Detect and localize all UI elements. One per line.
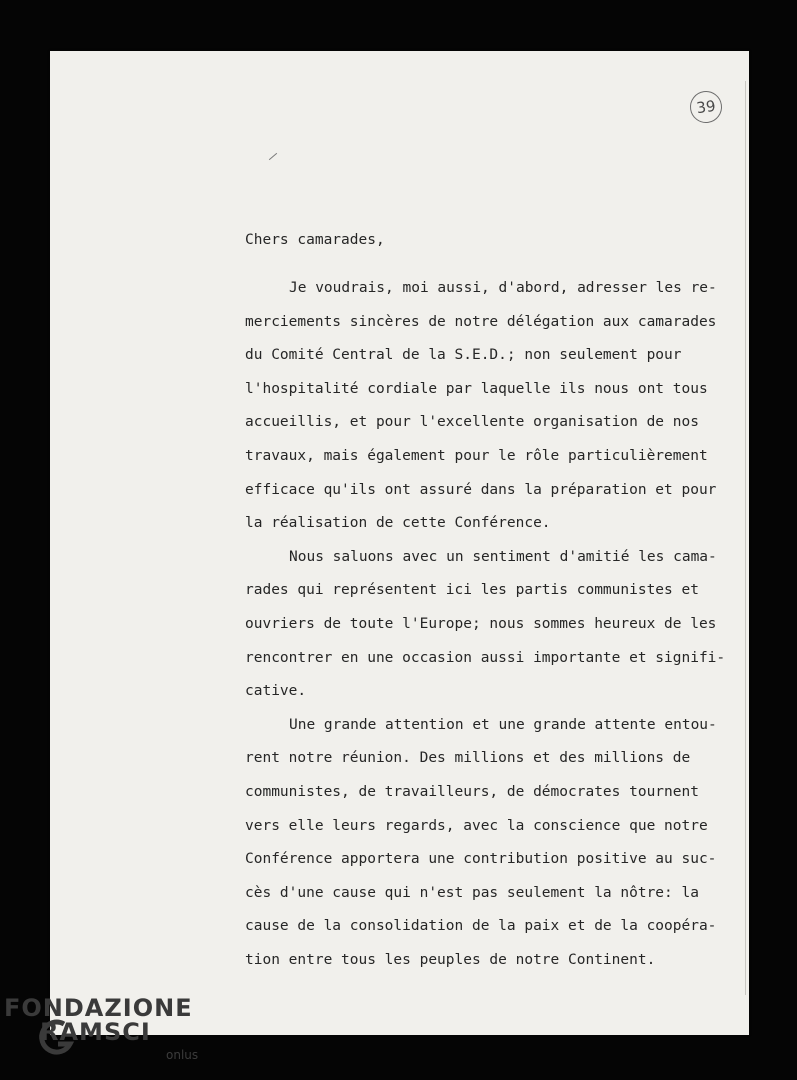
text-line: tion entre tous les peuples de notre Continent. [245, 951, 656, 968]
text-line: Une grande attention et une grande attente entou- [289, 716, 717, 733]
text-line: accueillis, et pour l'excellente organisation de nos [245, 414, 699, 431]
text-line: merciements sincères de notre délégation aux camarades [245, 313, 717, 330]
paragraph-2 [245, 541, 735, 709]
text-line: rencontrer en une occasion aussi importante et signifi- [245, 649, 726, 666]
pencil-mark [269, 153, 277, 160]
text-line: Conférence apportera une contribution positive au suc- [245, 851, 717, 868]
watermark-line2: RAMSCI [40, 1018, 151, 1046]
text-line: ouvriers de toute l'Europe; nous sommes heureux de les [245, 615, 717, 632]
text-line: l'hospitalité cordiale par laquelle ils nous ont tous [245, 380, 708, 397]
fondazione-gramsci-watermark [4, 994, 204, 1080]
text-line: cès d'une cause qui n'est pas seulement la nôtre: la [245, 884, 699, 901]
letter-body [245, 227, 735, 977]
paragraph-1 [245, 272, 735, 541]
text-line: Je voudrais, moi aussi, d'abord, adresser les re- [289, 280, 717, 296]
text-line: Nous saluons avec un sentiment d'amitié les cama- [289, 548, 717, 565]
text-line: cative. [245, 683, 307, 700]
text-line: rades qui représentent ici les partis communistes et [245, 582, 699, 599]
watermark-line1: FONDAZIONE [4, 994, 193, 1022]
text-line: du Comité Central de la S.E.D.; non seulement pour [245, 347, 682, 364]
text-line: vers elle leurs regards, avec la conscience que notre [245, 817, 708, 834]
text-line: travaux, mais également pour le rôle particulièrement [245, 447, 708, 464]
paragraph-3 [245, 709, 735, 978]
page-number-stamp: 39 [688, 89, 724, 125]
text-line: communistes, de travailleurs, de démocrates tournent [245, 783, 699, 800]
page-edge [745, 81, 746, 995]
text-line: cause de la consolidation de la paix et de la coopéra- [245, 918, 717, 935]
text-line: rent notre réunion. Des millions et des millions de [245, 750, 691, 767]
salutation: Chers camarades, [245, 232, 385, 248]
watermark-onlus: onlus [166, 1048, 199, 1062]
text-line: la réalisation de cette Conférence. [245, 515, 551, 532]
text-line: efficace qu'ils ont assuré dans la préparation et pour [245, 481, 717, 498]
document-page [50, 51, 749, 1035]
